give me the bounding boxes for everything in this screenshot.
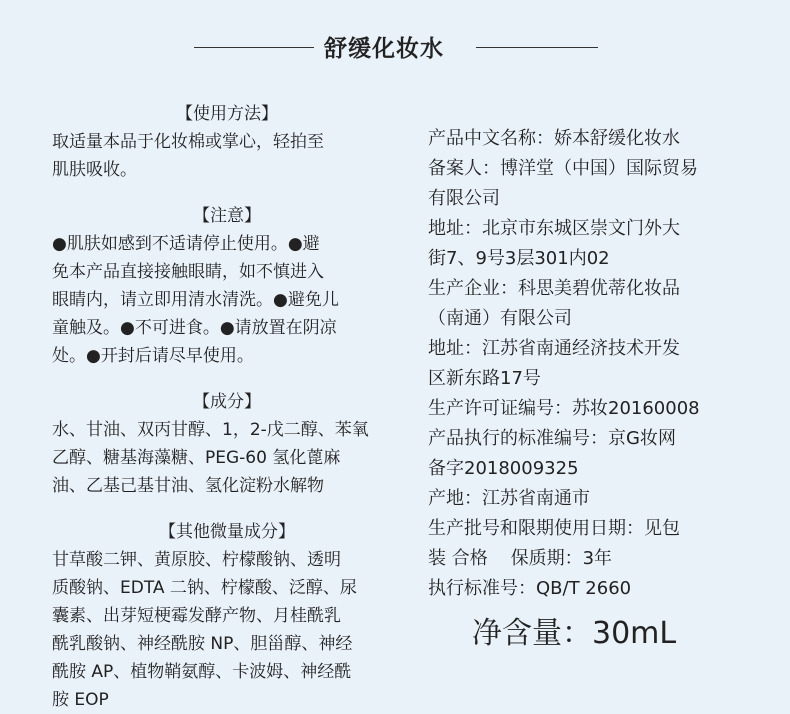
- ingredients-line: 油、乙基己基甘油、氢化淀粉水解物: [52, 476, 324, 496]
- minor-ingredients-line: 甘草酸二钾、黄原胶、柠檬酸钠、透明: [52, 550, 341, 570]
- ingredients-line: 水、甘油、双丙甘醇、1，2-戊二醇、苯氧: [52, 420, 369, 440]
- left-column: [52, 100, 402, 714]
- product-info-line: 生产许可证编号：苏妆20160008: [428, 398, 700, 419]
- minor-ingredients-line: 质酸钠、EDTA 二钠、柠檬酸、泛醇、尿: [52, 578, 357, 598]
- page-title: 舒缓化妆水: [324, 36, 444, 62]
- notice-line: 童触及。●不可进食。●请放置在阴凉: [52, 318, 337, 338]
- product-info-line: 备字2018009325: [428, 458, 579, 479]
- product-info-line: 区新东路17号: [428, 368, 541, 389]
- product-info-line: 生产批号和限期使用日期：见包: [428, 518, 680, 539]
- minor-ingredients-line: 酰乳酸钠、神经酰胺 NP、胆甾醇、神经: [52, 634, 353, 654]
- product-info-line: 生产企业：科思美碧优蒂化妆品: [428, 278, 680, 299]
- product-info-line: 有限公司: [428, 188, 500, 209]
- product-info-line: 地址：江苏省南通经济技术开发: [428, 338, 680, 359]
- usage-title: 【使用方法】: [176, 104, 278, 124]
- ingredients-title: 【成分】: [193, 392, 261, 412]
- right-column: [428, 124, 748, 656]
- notice-line: 处。●开封后请尽早使用。: [52, 346, 254, 366]
- header: [0, 22, 790, 72]
- product-info-line: 产地：江苏省南通市: [428, 488, 590, 509]
- net-content: 净含量：30mL: [472, 616, 677, 651]
- product-info-line: 装 合格 保质期：3年: [428, 548, 613, 569]
- notice-line: 免本产品直接接触眼睛，如不慎进入: [52, 262, 324, 282]
- product-info-line: （南通）有限公司: [428, 308, 572, 329]
- ingredients-line: 乙醇、糖基海藻糖、PEG-60 氢化蓖麻: [52, 448, 341, 468]
- product-info-line: 产品中文名称：娇本舒缓化妆水: [428, 128, 680, 149]
- notice-line: 眼睛内，请立即用清水清洗。●避免儿: [52, 290, 339, 310]
- product-info-line: 街7、9号3层301内02: [428, 248, 610, 269]
- product-info-line: 产品执行的标准编号：京G妆网: [428, 428, 676, 449]
- notice-line: ●肌肤如感到不适请停止使用。●避: [52, 234, 320, 254]
- minor-ingredients-line: 酰胺 AP、植物鞘氨醇、卡波姆、神经酰: [52, 662, 352, 682]
- minor-ingredients-title: 【其他微量成分】: [159, 522, 295, 542]
- minor-ingredients-line: 胺 EOP: [52, 690, 109, 710]
- usage-line: 取适量本品于化妆棉或掌心，轻拍至: [52, 132, 324, 152]
- notice-title: 【注意】: [193, 206, 261, 226]
- title-rule-left: [194, 47, 314, 48]
- usage-line: 肌肤吸收。: [52, 160, 137, 180]
- minor-ingredients-line: 囊素、出芽短梗霉发酵产物、月桂酰乳: [52, 606, 341, 626]
- title-rule-right: [476, 47, 598, 48]
- product-info-line: 执行标准号：QB/T 2660: [428, 578, 632, 599]
- product-info-line: 地址：北京市东城区崇文门外大: [428, 218, 680, 239]
- product-info-line: 备案人：博洋堂（中国）国际贸易: [428, 158, 698, 179]
